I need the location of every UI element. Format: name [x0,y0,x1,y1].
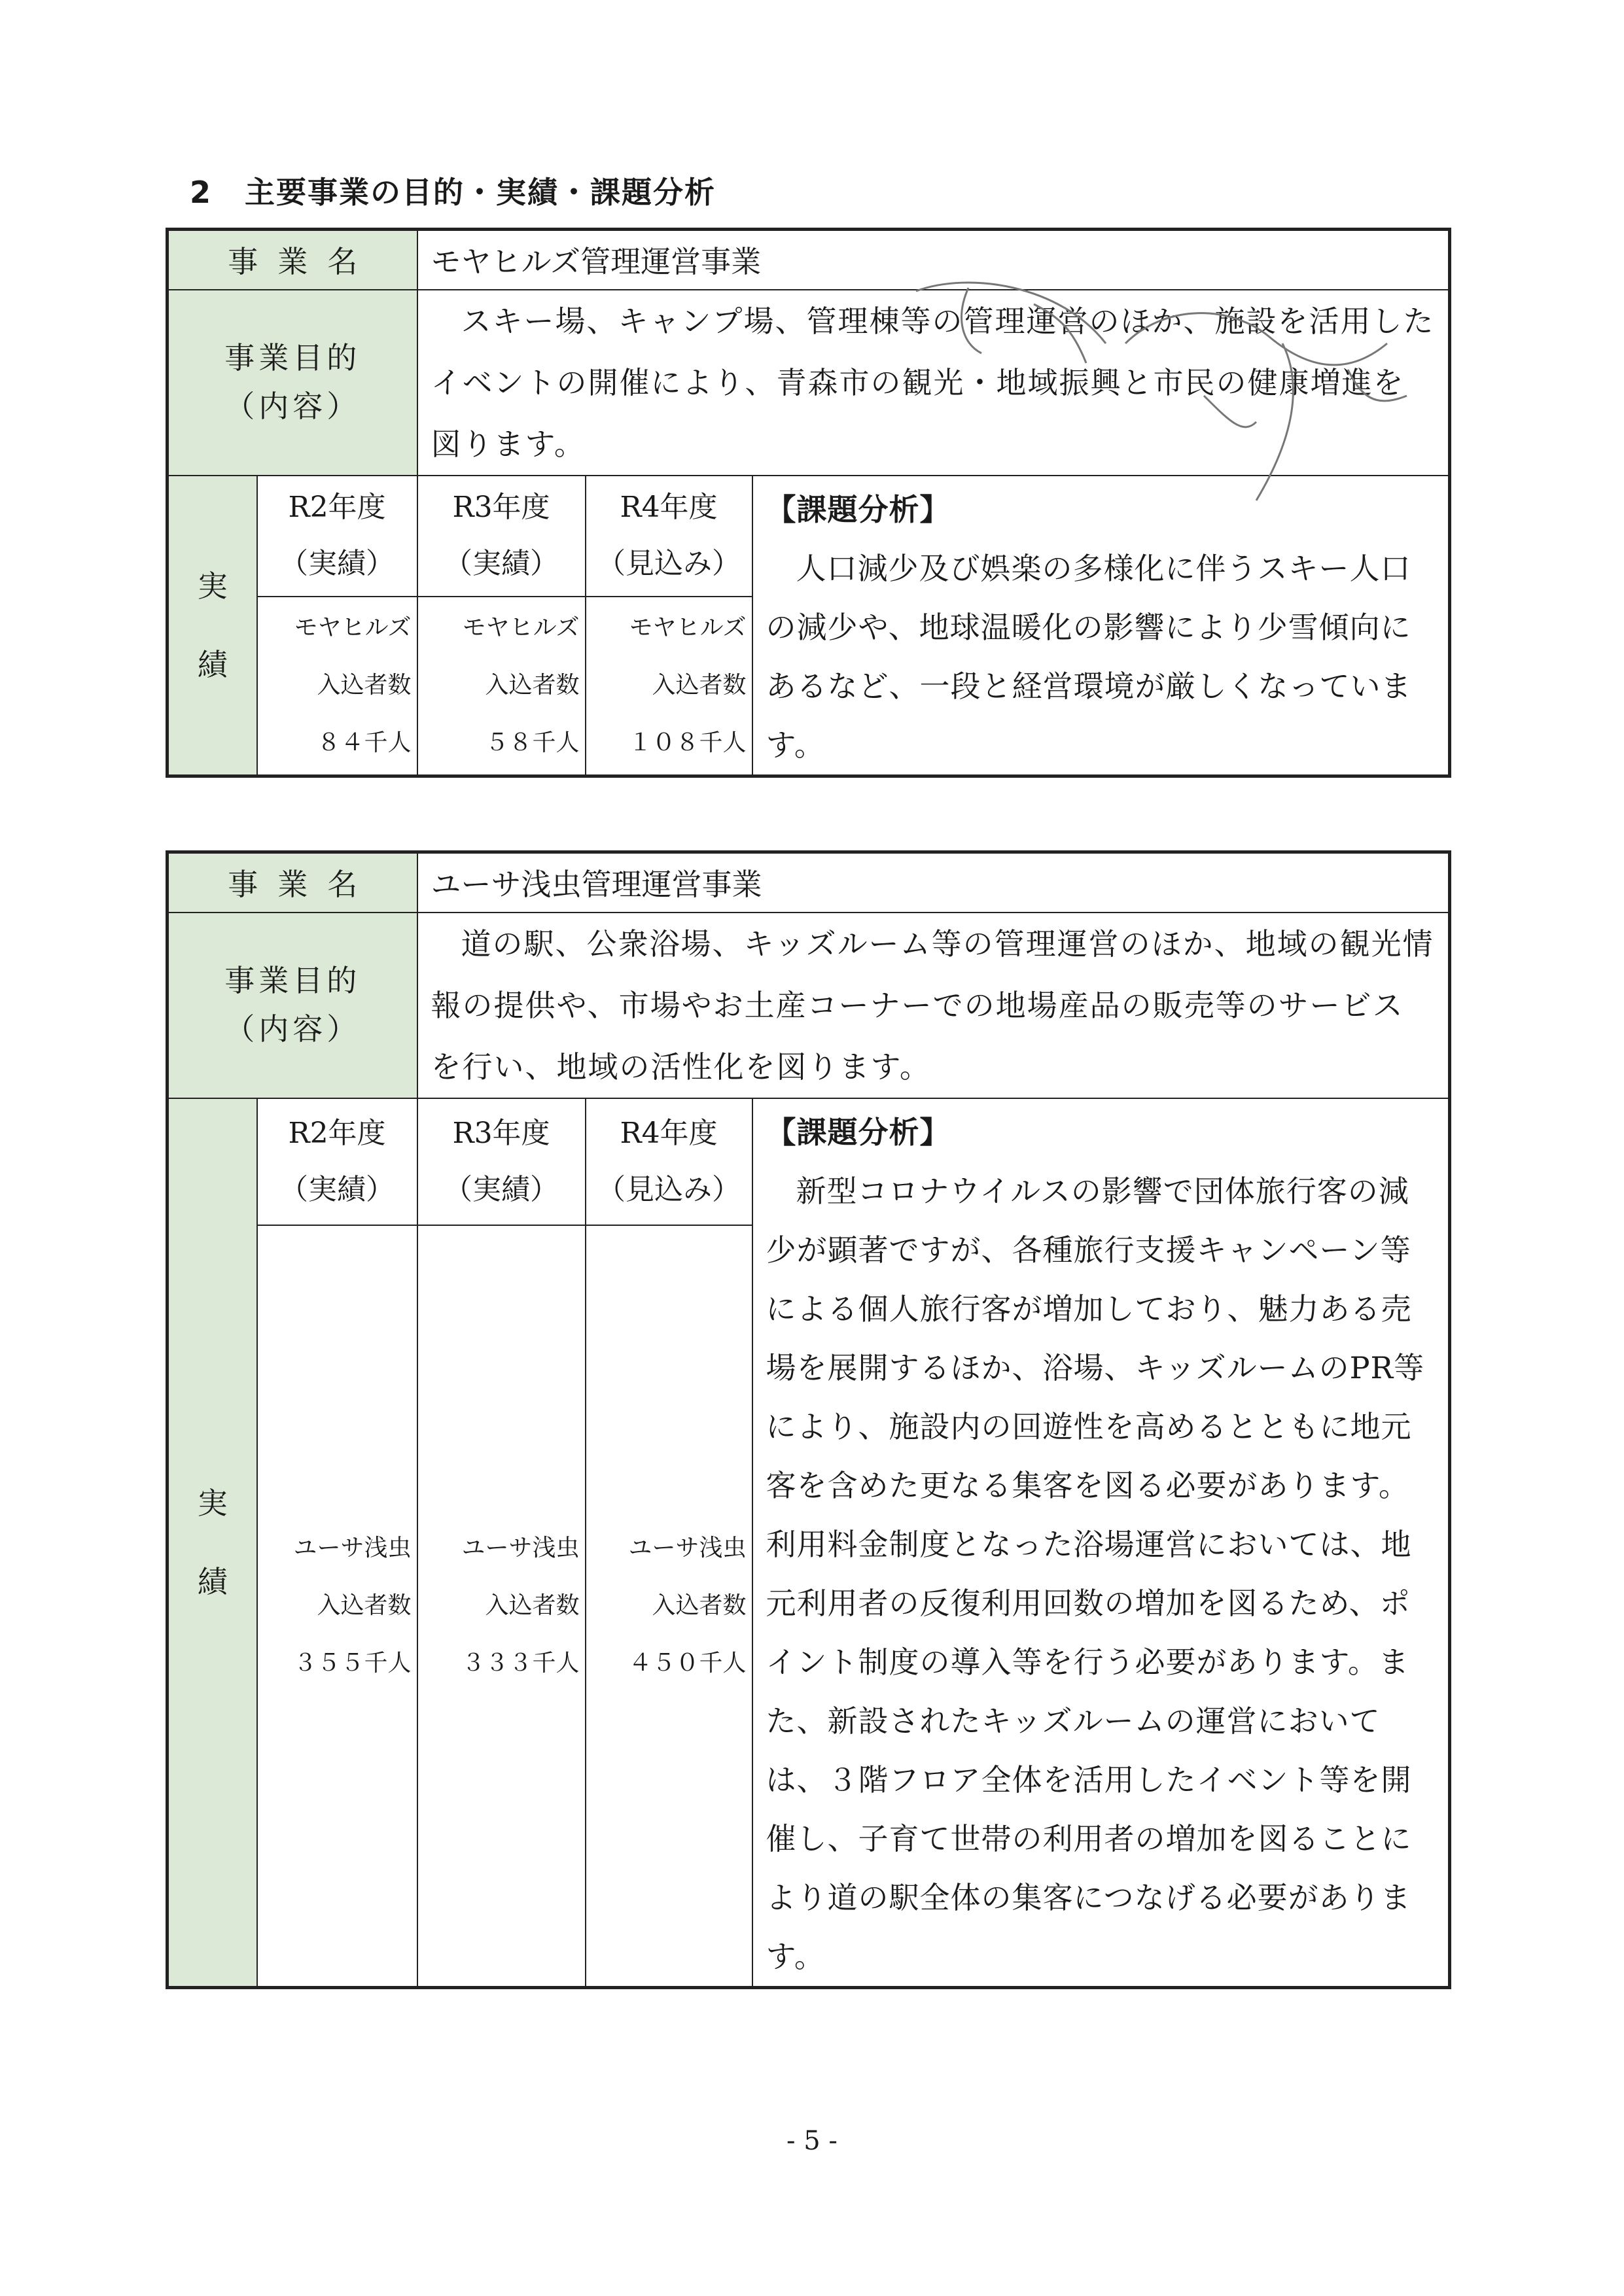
section-number: 2 [190,175,213,210]
analysis-cell [752,1098,1450,1988]
results-label: 実 績 [168,1098,257,1988]
results-label: 実 績 [168,476,257,776]
analysis-text: 人口減少及び娯楽の多様化に伴うスキー人口の減少や、地球温暖化の影響により少雪傾向にあるなど、一段と経営環境が厳しくなっています。 [766,550,1412,763]
stat-cell: モヤヒルズ 入込者数 １０８千人 [586,597,752,776]
name-label: 事業名 [168,230,417,290]
business-purpose: 道の駅、公衆浴場、キッズルーム等の管理運営のほか、地域の観光情報の提供や、市場やお土産コーナーでの地場産品の販売等のサービスを行い、地域の活性化を図ります。 [417,913,1450,1098]
stat-cell: モヤヒルズ 入込者数 ５８千人 [417,597,586,776]
business-purpose: スキー場、キャンプ場、管理棟等の管理運営のほか、施設を活用したイベントの開催により、青森市の観光・地域振興と市民の健康増進を図ります。 [417,290,1450,476]
purpose-label: 事業目的 （内容） [168,290,417,476]
pencil-scribble [890,265,1426,527]
name-label: 事業名 [168,852,417,913]
year-header: R2年度 （実績） [257,476,417,597]
section-heading [190,169,716,212]
stat-cell: ユーサ浅虫 入込者数 ３５５千人 [257,1225,417,1987]
analysis-text: 新型コロナウイルスの影響で団体旅行客の減少が顕著ですが、各種旅行支援キャンペーン等による個人旅行客が増加しており、魅力ある売場を展開するほか、浴場、キッズルームのPR等により、施設内の回遊性を高めるとともに地元客を含めた更なる集客を図る必要があります。利用料金制度となった浴場運営においては、地元利用者の反復利用回数の増加を図るため、ポイント制度の導入等を行う必要があります。また、新設されたキッズルームの運営においては、３階フロア全体を活用したイベント等を開催し、子育て世帯の利用者の増加を図ることにより道の駅全体の集客につなげる必要があります。 [766,1173,1425,1974]
year-header: R3年度 （実績） [417,1098,586,1226]
year-header: R2年度 （実績） [257,1098,417,1226]
section-title: 主要事業の目的・実績・課題分析 [245,175,716,210]
stat-cell: ユーサ浅虫 入込者数 ３３３千人 [417,1225,586,1987]
business-name: モヤヒルズ管理運営事業 [417,230,1450,290]
analysis-title: 【課題分析】 [766,1114,951,1150]
year-header: R3年度 （実績） [417,476,586,597]
analysis-title: 【課題分析】 [766,491,951,527]
business-table-2 [166,850,1451,1989]
year-header: R4年度 （見込み） [586,1098,752,1226]
page-number: - 5 - [786,2126,838,2156]
stat-cell: ユーサ浅虫 入込者数 ４５０千人 [586,1225,752,1987]
purpose-label: 事業目的 （内容） [168,913,417,1098]
stat-cell: モヤヒルズ 入込者数 ８４千人 [257,597,417,776]
business-name: ユーサ浅虫管理運営事業 [417,852,1450,913]
year-header: R4年度 （見込み） [586,476,752,597]
